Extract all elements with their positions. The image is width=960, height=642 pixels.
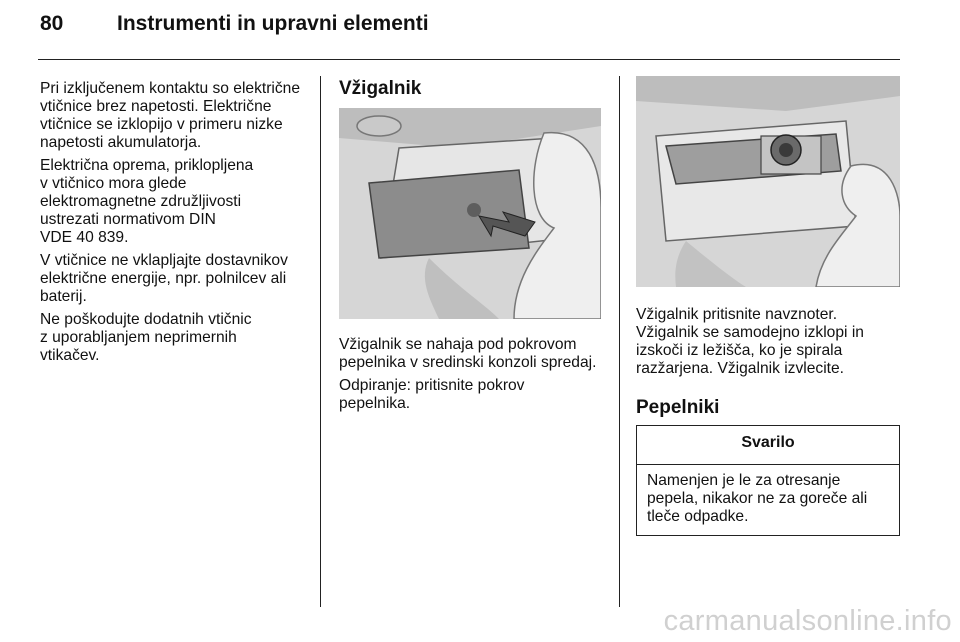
watermark: carmanualsonline.info — [663, 605, 952, 637]
lighter-open-illustration — [636, 76, 900, 287]
paragraph: Pri izključenem kontaktu so električne vtičnice brez napetosti. Električne vtičnice se izklopijo v primeru nizke napetosti akumulatorja. — [40, 80, 301, 151]
left-column — [40, 80, 315, 370]
paragraph: Vžigalnik pritisnite navznoter. Vžigalnik se samodejno izklopi in izskoči iz ležišča, ko je spirala razžarjena. Vžigalnik izvlecite. — [636, 306, 864, 377]
paragraph: V vtičnice ne vklapljajte dostavnikov električne energije, npr. polnilcev ali baterij. — [40, 252, 288, 305]
column-divider-right — [619, 76, 620, 607]
right-column-text — [636, 306, 906, 383]
section-heading-lighter: Vžigalnik — [339, 78, 422, 99]
middle-column-text — [339, 336, 609, 418]
warning-body: Namenjen je le za otresanje pepela, nikakor ne za goreče ali tleče odpadke. — [647, 472, 868, 525]
header-rule — [38, 59, 900, 60]
warning-title: Svarilo — [637, 426, 899, 465]
page-number: 80 — [40, 12, 64, 35]
paragraph: Odpiranje: pritisnite pokrov pepelnika. — [339, 377, 525, 412]
page-title: Instrumenti in upravni elementi — [117, 12, 429, 35]
lighter-cover-illustration — [339, 108, 601, 319]
column-divider-left — [320, 76, 321, 607]
section-heading-ashtrays: Pepelniki — [636, 397, 720, 418]
warning-box — [636, 425, 900, 536]
paragraph: Ne poškodujte dodatnih vtičnic z uporabljanjem neprimernih vtikačev. — [40, 311, 252, 364]
paragraph: Vžigalnik se nahaja pod pokrovom pepelnika v sredinski konzoli spredaj. — [339, 336, 597, 371]
paragraph: Električna oprema, priklopljena v vtičnico mora glede elektromagnetne združljivosti ustrezati normativom DIN VDE 40 839. — [40, 157, 254, 246]
